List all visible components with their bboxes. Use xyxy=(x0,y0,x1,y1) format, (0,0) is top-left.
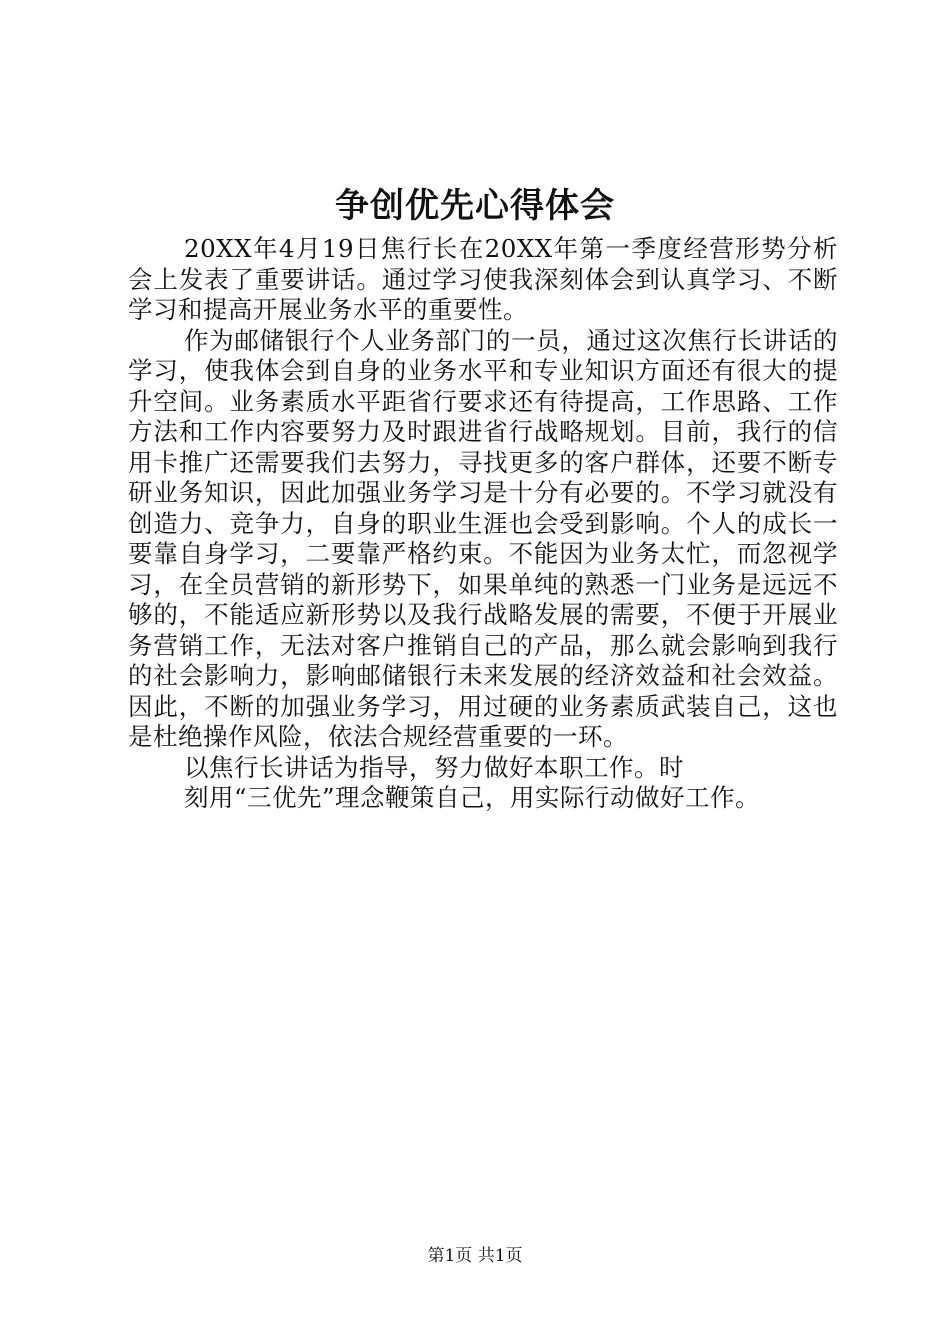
document-title: 争创优先心得体会 xyxy=(335,186,615,226)
page-number-footer: 第1页 共1页 xyxy=(427,1246,523,1266)
paragraph-3: 以焦行长讲话为指导，努力做好本职工作。时 xyxy=(184,752,684,782)
paragraph-1: 20XX年4月19日焦行长在20XX年第一季度经营形势分析会上发表了重要讲话。通过学习使我深刻体会到认真学习、不断学习和提高开展业务水平的重要性。 xyxy=(128,234,838,324)
paragraph-4: 刻用“三优先”理念鞭策自己，用实际行动做好工作。 xyxy=(184,783,761,812)
document-body xyxy=(128,234,838,814)
paragraph-2: 作为邮储银行个人业务部门的一员，通过这次焦行长讲话的学习，使我体会到自身的业务水平和专业知识方面还有很大的提升空间。业务素质水平距省行要求还有待提高，工作思路、工作方法和工作内容要努力及时跟进省行战略规划。目前，我行的信用卡推广还需要我们去努力，寻找更多的客户群体，还要不断专研业务知识，因此加强业务学习是十分有必要的。不学习就没有创造力、竞争力，自身的职业生涯也会受到影响。个人的成长一要靠自身学习，二要靠严格约束。不能因为业务太忙，而忽视学习，在全员营销的新形势下，如果单纯的熟悉一门业务是远远不够的，不能适应新形势以及我行战略发展的需要，不便于开展业务营销工作，无法对客户推销自己的产品，那么就会影响到我行的社会影响力，影响邮储银行未来发展的经济效益和社会效益。因此，不断的加强业务学习，用过硬的业务素质武装自己，这也是杜绝操作风险，依法合规经营重要的一环。 xyxy=(128,325,838,751)
